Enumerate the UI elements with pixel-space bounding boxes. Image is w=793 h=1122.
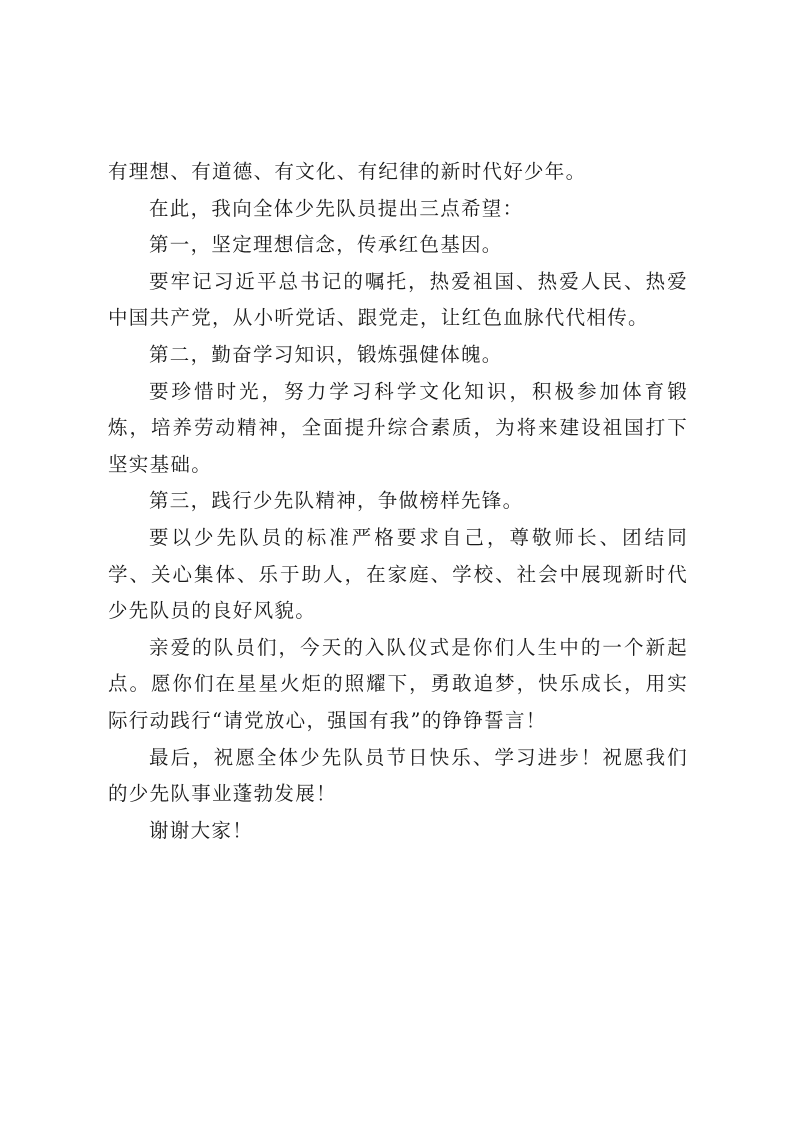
paragraph-hope-3-heading: 第三，践行少先队精神，争做榜样先锋。 (149, 489, 524, 513)
paragraph-hope-2-body: 要珍惜时光，努力学习科学文化知识，积极参加体育锻炼，培养劳动精神，全面提升综合素质，为将来建设祖国打下坚实基础。 (108, 379, 688, 476)
paragraph-hope-1-body: 要牢记习近平总书记的嘱托，热爱祖国、热爱人民、热爱中国共产党，从小听党话、跟党走，让红色血脉代代相传。 (108, 269, 688, 330)
paragraph-closing-wishes: 最后，祝愿全体少先队员节日快乐、学习进步！祝愿我们的少先队事业蓬勃发展！ (108, 745, 688, 806)
paragraph-thanks: 谢谢大家！ (149, 818, 254, 842)
paragraph-continuation: 有理想、有道德、有文化、有纪律的新时代好少年。 (108, 160, 587, 183)
paragraph-hope-1-heading: 第一，坚定理想信念，传承红色基因。 (149, 233, 503, 257)
paragraph-address-members: 亲爱的队员们，今天的入队仪式是你们人生中的一个新起点。愿你们在星星火炬的照耀下，勇敢追梦，快乐成长，用实际行动践行“请党放心，强国有我”的铮铮誓言！ (108, 635, 688, 732)
paragraph-hope-2-heading: 第二，勤奋学习知识，锻炼强健体魄。 (149, 342, 503, 366)
document-body (108, 154, 688, 849)
paragraph-hope-3-body: 要以少先队员的标准严格要求自己，尊敬师长、团结同学、关心集体、乐于助人，在家庭、学校、社会中展现新时代少先队员的良好风貌。 (108, 525, 688, 623)
paragraph-intro-hopes: 在此，我向全体少先队员提出三点希望： (149, 196, 524, 220)
